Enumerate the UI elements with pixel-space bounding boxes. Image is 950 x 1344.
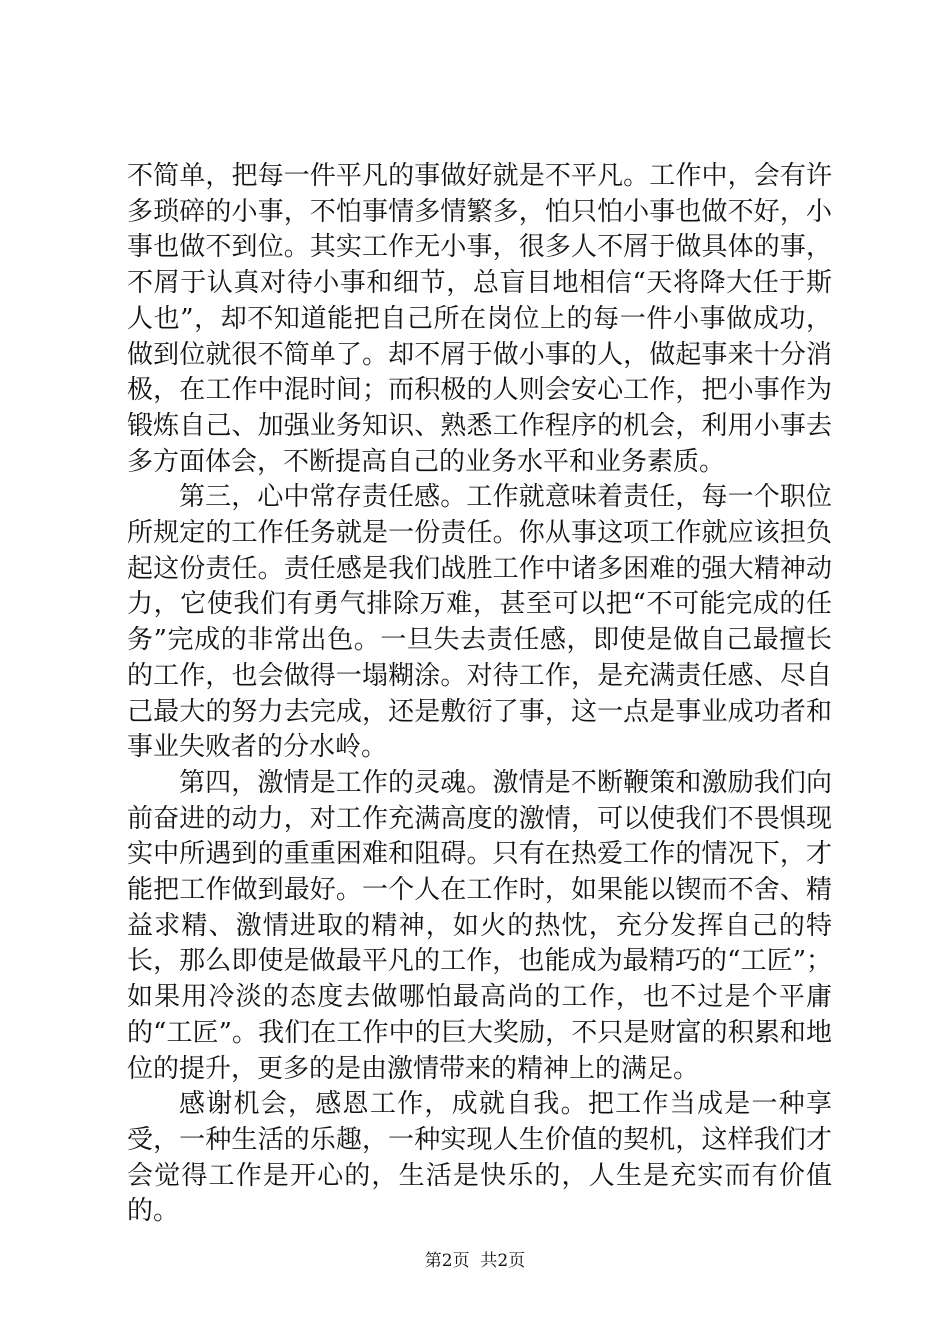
paragraph-gratitude: 感谢机会，感恩工作，成就自我。把工作当成是一种享受，一种生活的乐趣，一种实现人生价值的契机，这样我们才会觉得工作是开心的，生活是快乐的，人生是充实而有价值的。	[127, 1089, 832, 1227]
page-number-footer: 第2页 共2页	[424, 1251, 526, 1271]
paragraph-passion: 第四，激情是工作的灵魂。激情是不断鞭策和激励我们向前奋进的动力，对工作充满高度的激情，可以使我们不畏惧现实中所遇到的重重困难和阻碍。只有在热爱工作的情况下，才能把工作做到最好。一个人在工作时，如果能以锲而不舍、精益求精、激情进取的精神，如火的热忱，充分发挥自己的特长，那么即使是做最平凡的工作，也能成为最精巧的“工匠”；如果用冷淡的态度去做哪怕最高尚的工作，也不过是个平庸的“工匠”。我们在工作中的巨大奖励，不只是财富的积累和地位的提升，更多的是由激情带来的精神上的满足。	[127, 767, 832, 1084]
document-body	[127, 159, 832, 1230]
paragraph-responsibility: 第三，心中常存责任感。工作就意味着责任，每一个职位所规定的工作任务就是一份责任。你从事这项工作就应该担负起这份责任。责任感是我们战胜工作中诸多困难的强大精神动力，它使我们有勇气排除万难，甚至可以把“不可能完成的任务”完成的非常出色。一旦失去责任感，即使是做自己最擅长的工作，也会做得一塌糊涂。对待工作，是充满责任感、尽自己最大的努力去完成，还是敷衍了事，这一点是事业成功者和事业失败者的分水岭。	[127, 482, 832, 763]
paragraph-continuation: 不简单，把每一件平凡的事做好就是不平凡。工作中，会有许多琐碎的小事，不怕事情多情繁多，怕只怕小事也做不好，小事也做不到位。其实工作无小事，很多人不屑于做具体的事，不屑于认真对待小事和细节，总盲目地相信“天将降大任于斯人也”，却不知道能把自己所在岗位上的每一件小事做成功，做到位就很不简单了。却不屑于做小事的人，做起事来十分消极，在工作中混时间；而积极的人则会安心工作，把小事作为锻炼自己、加强业务知识、熟悉工作程序的机会，利用小事去多方面体会，不断提高自己的业务水平和业务素质。	[127, 161, 832, 477]
